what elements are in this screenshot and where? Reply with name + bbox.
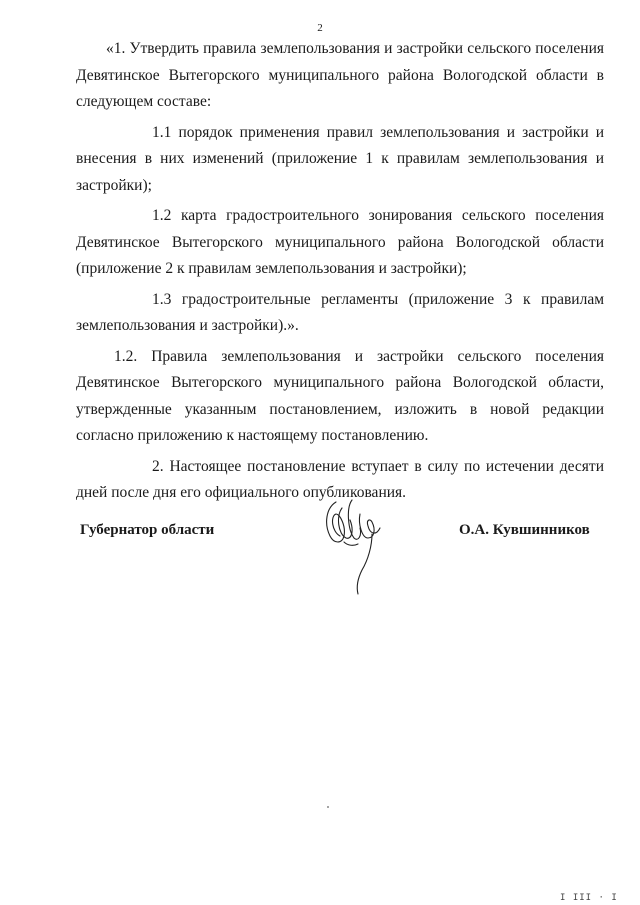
paragraph-1 [76, 36, 604, 116]
handwritten-signature [322, 494, 384, 602]
signatory-name: О.А. Кувшинников [459, 522, 590, 538]
paragraph-1-1-number: 1.1 [152, 123, 172, 141]
paragraph-1-2-amend [76, 344, 604, 450]
footer-scan-marks: I III · I [560, 893, 618, 903]
paragraph-1-3-number: 1.3 [152, 290, 172, 308]
paragraph-1-3-text: градостроительные регламенты (приложение 3 к правилам землепользования и застройки).». [76, 290, 605, 334]
paragraph-1-2-amend-text: 1.2. Правила землепользования и застройки сельского поселения Девятинское Вытегорского муниципального района Вологодской области, утвержденные указанным постановлением, изложить в новой редакции согласно приложению к настоящему постановлению. [76, 347, 604, 444]
page-number: 2 [317, 22, 323, 34]
scan-artifact-dot [327, 806, 329, 808]
paragraph-1-2-text: карта градостроительного зонирования сельского поселения Девятинское Вытегорского муниципального района Вологодской области (приложение 2 к правилам землепользования и застройки); [76, 207, 604, 277]
paragraph-2-number: 2. [152, 457, 164, 475]
signatory-title: Губернатор области [80, 522, 215, 538]
paragraph-1-1-text: порядок применения правил землепользования и застройки и внесения в них изменений (приложение 1 к правилам землепользования и застройки); [76, 123, 605, 194]
document-body [76, 36, 604, 511]
paragraph-1-text: «1. Утвердить правила землепользования и застройки сельского поселения Девятинское Вытегорского муниципального района Вологодской области в следующем составе: [76, 40, 604, 110]
paragraph-2-text: Настоящее постановление вступает в силу по истечении десяти дней после дня его официального опубликования. [76, 457, 604, 501]
paragraph-1-3 [76, 287, 604, 340]
paragraph-1-1 [76, 120, 604, 200]
signature-block [0, 522, 640, 602]
paragraph-1-2 [76, 203, 604, 283]
paragraph-1-2-number: 1.2 [152, 207, 172, 224]
